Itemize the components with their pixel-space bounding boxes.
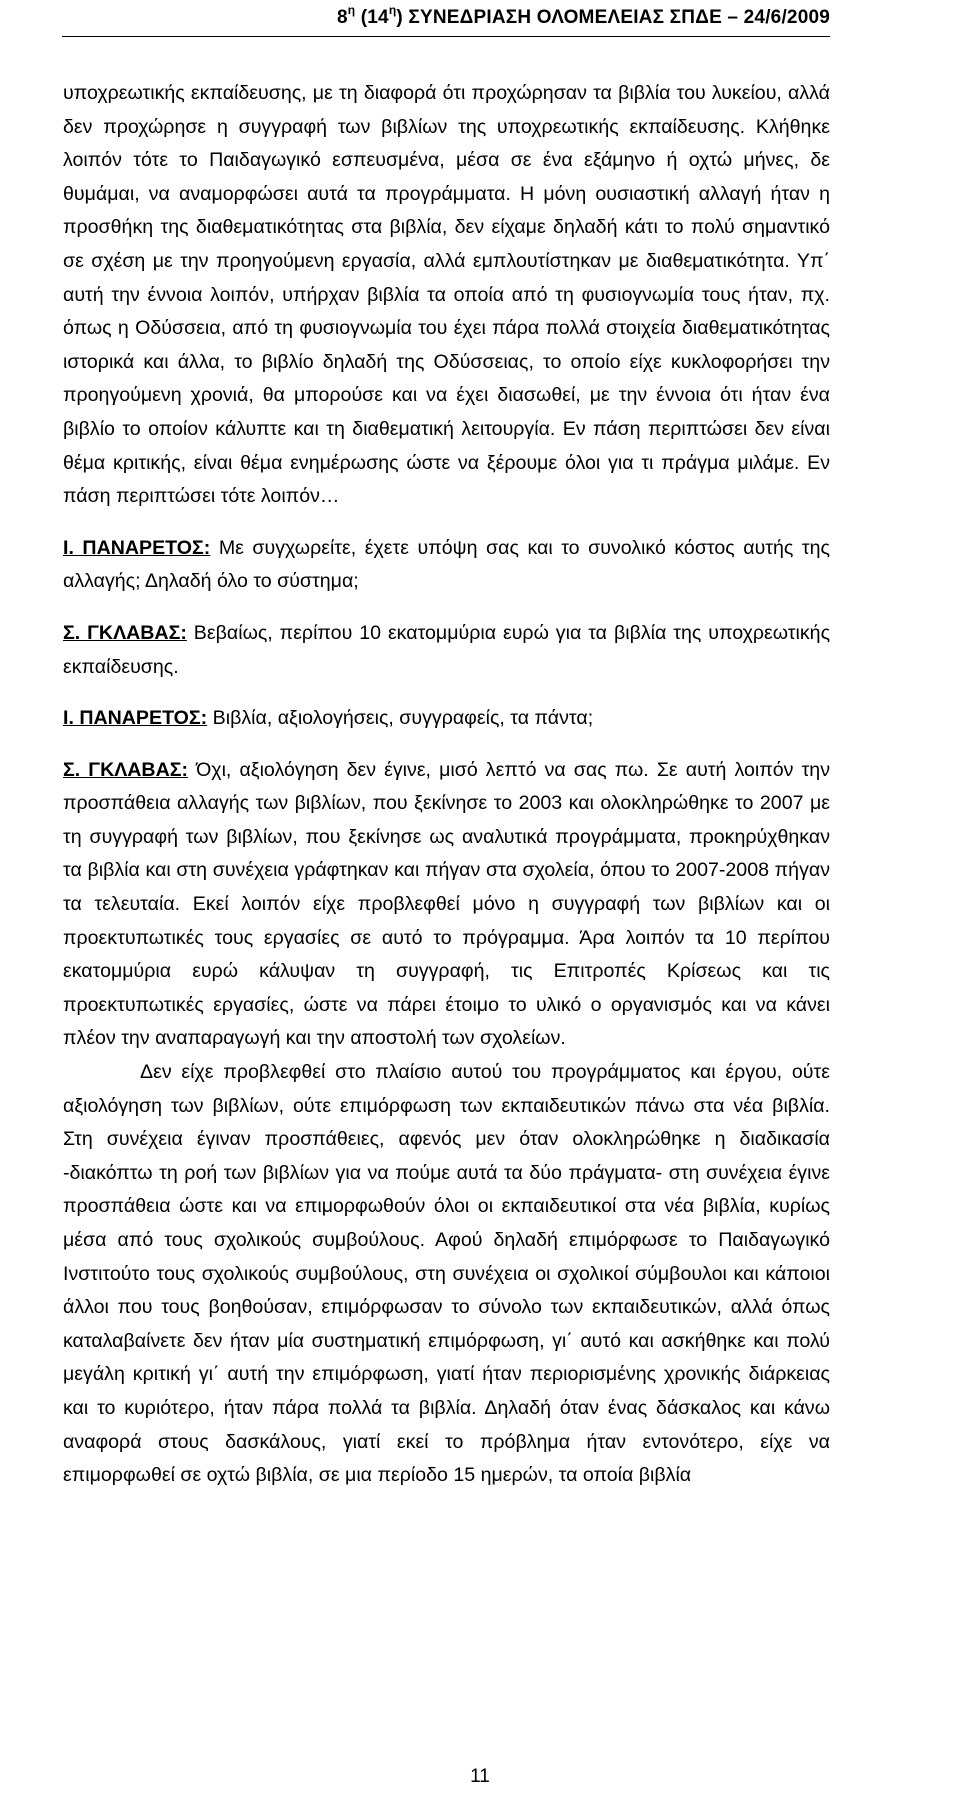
page-header xyxy=(180,4,830,32)
header-title: ) ΣΥΝΕΔΡΙΑΣΗ ΟΛΟΜΕΛΕΙΑΣ ΣΠΔΕ – 24/6/2009 xyxy=(396,7,830,28)
paragraph-2 xyxy=(63,532,830,599)
speaker-name: Ι. ΠΑΝΑΡΕΤΟΣ: xyxy=(63,536,211,559)
paragraph-3 xyxy=(63,617,830,684)
speaker-name: Σ. ΓΚΛΑΒΑΣ: xyxy=(63,758,189,781)
transcript-body xyxy=(63,77,830,1493)
paragraph-5 xyxy=(63,754,830,1056)
paragraph-6 xyxy=(63,1056,830,1493)
header-prefix: 8 xyxy=(336,7,348,28)
paragraph-1-text: υποχρεωτικής εκπαίδευσης, με τη διαφορά ότι προχώρησαν τα βιβλία του λυκείου, αλλά δεν προχώρησε η συγγραφή των βιβλίων της υποχρεωτικής εκπαίδευσης. Κλήθηκε λοιπόν τότε το Παιδαγωγικό εσπευσμένα, μέσα σε ένα εξάμηνο ή οχτώ μήνες, δε θυμάμαι, να αναμορφώσει αυτά τα προγράμματα. Η μόνη ουσιαστική αλλαγή ήταν η προσθήκη της διαθεματικότητας στα βιβλία, δεν είχαμε δηλαδή κάτι το πολύ σημαντικό σε σχέση με την προηγούμενη εργασία, αλλά εμπλουτίστηκαν με διαθεματικότητα. Υπ΄ αυτή την έννοια λοιπόν, υπήρχαν βιβλία τα οποία από τη φυσιογνωμία τους ήταν, πχ. όπως η Οδύσσεια, από τη φυσιογνωμία του έχει πάρα πολλά στοιχεία διαθεματικότητας ιστορικά και άλλα, το βιβλίο δηλαδή της Οδύσσειας, το οποίο είχε κυκλοφορήσει την προηγούμενη χρονιά, θα μπορούσε και να έχει διασωθεί, με την έννοια ότι ήταν ένα βιβλίο το οποίον κάλυπτε και τη διαθεματική λειτουργία. Εν πάση περιπτώσει δεν είναι θέμα κριτικής, είναι θέμα ενημέρωσης ώστε να ξέρουμε όλοι για τι πράγμα μιλάμε. Εν πάση περιπτώσει τότε λοιπόν… xyxy=(63,82,830,508)
paragraph-6-text: Δεν είχε προβλεφθεί στο πλαίσιο αυτού του προγράμματος και έργου, ούτε αξιολόγηση των βιβλίων, ούτε επιμόρφωση των εκπαιδευτικών πάνω στα νέα βιβλία. Στη συνέχεια έγιναν προσπάθειες, αφενός μεν όταν ολοκληρώθηκε η διαδικασία -διακόπτω τη ροή των βιβλίων για να πούμε αυτά τα δύο πράγματα- στη συνέχεια έγινε προσπάθεια ώστε και να επιμορφωθούν όλοι οι εκπαιδευτικοί στα νέα βιβλία, κυρίως μέσα από τους σχολικούς συμβούλους. Αφού δηλαδή επιμόρφωσε το Παιδαγωγικό Ινστιτούτο τους σχολικούς συμβούλους, στη συνέχεια οι σχολικοί σύμβουλοι και κάποιοι άλλοι που τους βοηθούσαν, επιμόρφωσαν το σύνολο των εκπαιδευτικών, αλλά όπως καταλαβαίνετε δεν ήταν μία συστηματική επιμόρφωση, γι΄ αυτό και ασκήθηκε και πολύ μεγάλη κριτική γι΄ αυτή την επιμόρφωση, γιατί ήταν περιορισμένης χρονικής διάρκειας και το κυριότερο, ήταν πάρα πολλά τα βιβλία. Δηλαδή όταν ένας δάσκαλος και κάνω αναφορά στους δασκάλους, γιατί εκεί το πρόβλημα ήταν εντονότερο, είχε να επιμορφωθεί σε οχτώ βιβλία, σε μια περίοδο 15 ημερών, τα οποία βιβλία xyxy=(63,1061,830,1487)
paragraph-5-text: Όχι, αξιολόγηση δεν έγινε, μισό λεπτό να σας πω. Σε αυτή λοιπόν την προσπάθεια αλλαγής των βιβλίων, που ξεκίνησε το 2003 και ολοκληρώθηκε το 2007 με τη συγγραφή των βιβλίων, που ξεκίνησε ως αναλυτικά προγράμματα, προκηρύχθηκαν τα βιβλία και στη συνέχεια γράφτηκαν και πήγαν στα σχολεία, όπου το 2007-2008 πήγαν τα τελευταία. Εκεί λοιπόν είχε προβλεφθεί μόνο η συγγραφή των βιβλίων και οι προεκτυπωτικές τους εργασίες σε αυτό το πρόγραμμα. Άρα λοιπόν τα 10 περίπου εκατομμύρια ευρώ κάλυψαν τη συγγραφή, τις Επιτροπές Κρίσεως και τις προεκτυπωτικές εργασίες, ώστε να πάρει έτοιμο το υλικό ο οργανισμός και να κάνει πλέον την αναπαραγωγή και την αποστολή των σχολείων. xyxy=(63,758,831,1050)
header-prefix-superscript: η xyxy=(347,2,356,17)
paragraph-1 xyxy=(63,77,830,514)
speaker-name: Σ. ΓΚΛΑΒΑΣ: xyxy=(63,621,187,644)
speaker-name: Ι. ΠΑΝΑΡΕΤΟΣ: xyxy=(63,707,208,730)
paragraph-3-text: Βεβαίως, περίπου 10 εκατομμύρια ευρώ για τα βιβλία της υποχρεωτικής εκπαίδευσης. xyxy=(63,621,831,678)
page-number: 11 xyxy=(470,1766,490,1787)
header-session-superscript: η xyxy=(388,2,397,17)
paragraph-4 xyxy=(63,702,830,736)
header-divider xyxy=(62,36,830,37)
paragraph-4-text: Βιβλία, αξιολογήσεις, συγγραφείς, τα πάντα; xyxy=(207,707,594,730)
paragraph-2-text: Με συγχωρείτε, έχετε υπόψη σας και το συνολικό κόστος αυτής της αλλαγής; Δηλαδή όλο το σύστημα; xyxy=(63,536,830,593)
header-session-number: (14 xyxy=(355,7,389,28)
